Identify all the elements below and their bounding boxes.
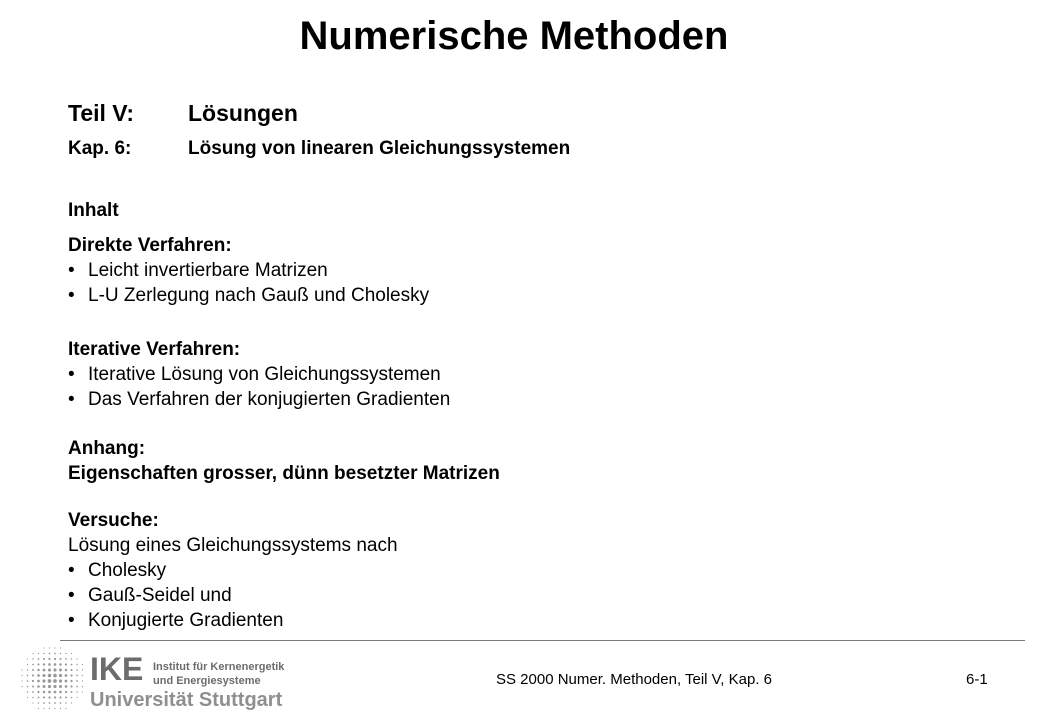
appendix-heading: Anhang: — [68, 438, 146, 459]
list-item: • L-U Zerlegung nach Gauß und Cholesky — [68, 285, 430, 306]
appendix-section — [68, 436, 500, 486]
direct-methods-heading: Direkte Verfahren: — [68, 235, 232, 256]
part-label: Teil V: — [68, 100, 135, 126]
bullet: • — [68, 260, 75, 281]
list-item: • Das Verfahren der konjugierten Gradienten — [68, 389, 451, 410]
iterative-methods-section — [68, 337, 450, 412]
list-item: • Konjugierte Gradienten — [68, 610, 284, 631]
bullet: • — [68, 610, 75, 631]
bullet: • — [68, 285, 75, 306]
list-item: • Cholesky — [68, 560, 167, 581]
iterative-methods-heading: Iterative Verfahren: — [68, 339, 241, 360]
appendix-text: Eigenschaften grosser, dünn besetzter Matrizen — [68, 463, 500, 484]
experiments-heading: Versuche: — [68, 510, 159, 531]
bullet: • — [68, 560, 75, 581]
slide-info: SS 2000 Numer. Methoden, Teil V, Kap. 6 — [496, 671, 773, 688]
list-item: • Leicht invertierbare Matrizen — [68, 260, 328, 281]
institute-abbreviation: IKE — [90, 651, 144, 687]
part-text: Lösungen — [188, 100, 298, 126]
direct-methods-section — [68, 233, 429, 308]
chapter-text: Lösung von linearen Gleichungssystemen — [188, 138, 571, 159]
chapter-label: Kap. 6: — [68, 138, 132, 159]
page-number: 6-1 — [966, 671, 988, 688]
contents-heading: Inhalt — [68, 200, 119, 221]
footer-divider — [60, 640, 1025, 641]
page-title: Numerische Methoden — [299, 14, 729, 58]
part-heading — [68, 98, 298, 128]
bullet: • — [68, 585, 75, 606]
bullet: • — [68, 364, 75, 385]
experiments-section — [68, 508, 398, 633]
chapter-heading — [68, 136, 570, 162]
list-item: • Gauß-Seidel und — [68, 585, 232, 606]
experiments-intro: Lösung eines Gleichungssystems nach — [68, 535, 398, 556]
university-logo-icon — [18, 644, 88, 714]
list-item: • Iterative Lösung von Gleichungssystemen — [68, 364, 441, 385]
university-name: Universität Stuttgart — [90, 689, 283, 711]
bullet: • — [68, 389, 75, 410]
institute-name: Institut für Kernenergetik und Energiesysteme — [153, 661, 285, 687]
